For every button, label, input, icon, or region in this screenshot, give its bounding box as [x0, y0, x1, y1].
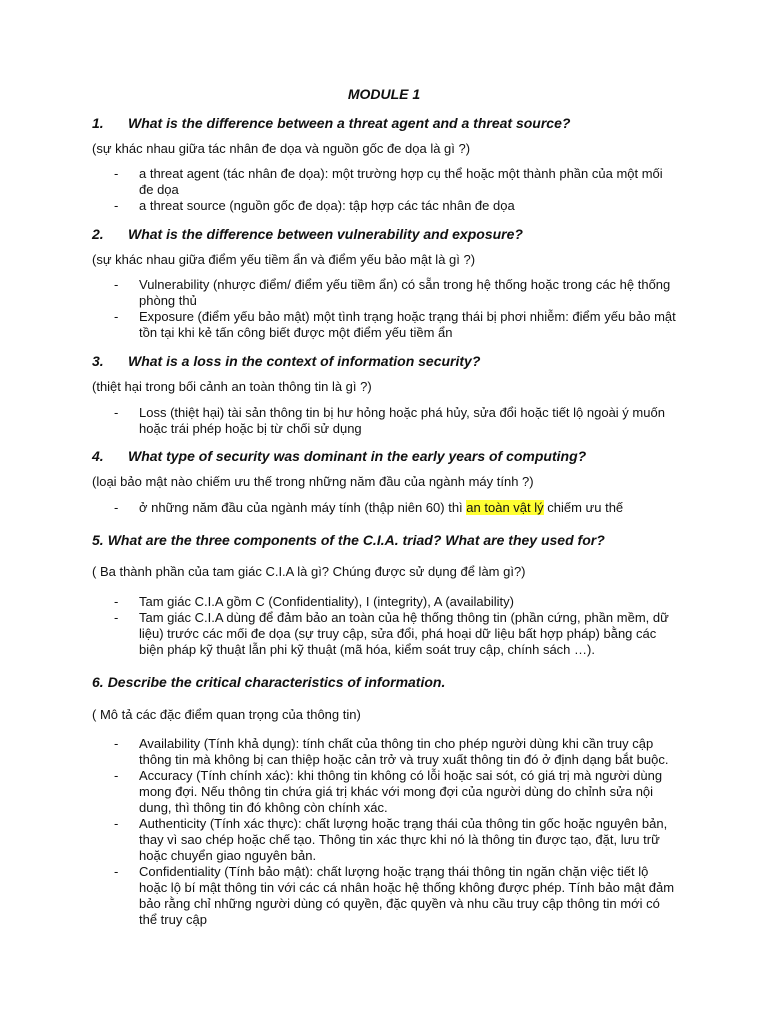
list-item-text: Tam giác C.I.A gồm C (Confidentiality), I (integrity), A (availability)	[139, 594, 514, 609]
list-item-text: Confidentiality (Tính bảo mật): chất lượng hoặc trạng thái thông tin ngăn chặn việc tiết lộ hoặc lộ bí mật thông tin với các cá nhân hoặc hệ thống không được phép. Tính bảo mật đảm bảo rằng chỉ những người dùng có quyền, đặc quyền và nhu cầu truy cập thông tin mới có thể truy cập	[139, 864, 675, 927]
list-item-text: Loss (thiệt hại) tài sản thông tin bị hư hỏng hoặc phá hủy, sửa đổi hoặc tiết lộ ngoài ý muốn hoặc trái phép hoặc bị từ chối sử dụng	[139, 405, 665, 436]
bullet-dash: -	[114, 277, 119, 292]
question-3-translation: (thiệt hại trong bối cảnh an toàn thông tin là gì ?)	[92, 379, 372, 394]
list-item	[114, 166, 676, 198]
bullet-dash: -	[114, 594, 119, 609]
list-item-text: Exposure (điểm yếu bảo mật) một tình trạng hoặc trạng thái bị phơi nhiễm: điểm yếu bảo mật tồn tại khi kẻ tấn công biết được một điểm yếu tiềm ẩn	[139, 309, 676, 340]
question-text: What is a loss in the context of information security?	[128, 353, 481, 369]
bullet-dash: -	[114, 500, 119, 515]
bullet-dash: -	[114, 768, 119, 783]
question-number: 2.	[92, 226, 104, 242]
question-5	[92, 531, 692, 549]
question-4-translation: (loại bảo mật nào chiếm ưu thế trong những năm đầu của ngành máy tính ?)	[92, 474, 534, 489]
list-item	[114, 610, 676, 658]
list-item-text: Accuracy (Tính chính xác): khi thông tin không có lỗi hoặc sai sót, có giá trị mà người dùng mong đợi. Nếu thông tin chứa giá trị khác với mong đợi của người dùng do chỉnh sửa nội dung, thì thông tin đó không còn chính xác.	[139, 768, 663, 815]
highlighted-text: an toàn vật lý	[466, 500, 544, 515]
list-item-text: a threat agent (tác nhân đe dọa): một trường hợp cụ thể hoặc một thành phần của một mối đe dọa	[139, 166, 663, 197]
list-item-text-after: chiếm ưu thế	[547, 500, 624, 515]
list-item	[114, 198, 676, 214]
question-2	[92, 225, 692, 243]
answer-list-6	[114, 736, 676, 928]
list-item	[114, 768, 676, 816]
question-number: 1.	[92, 115, 104, 131]
answer-list-1	[114, 166, 676, 214]
list-item	[114, 277, 676, 309]
question-1	[92, 114, 692, 132]
question-2-translation: (sự khác nhau giữa điểm yếu tiềm ẩn và điểm yếu bảo mật là gì ?)	[92, 252, 476, 267]
question-number: 6.	[92, 674, 104, 690]
bullet-dash: -	[114, 405, 119, 420]
bullet-dash: -	[114, 816, 119, 831]
list-item	[114, 500, 676, 516]
question-5-translation: ( Ba thành phần của tam giác C.I.A là gì? Chúng được sử dụng để làm gì?)	[92, 564, 526, 579]
question-text: Describe the critical characteristics of information.	[107, 674, 446, 690]
question-1-translation: (sự khác nhau giữa tác nhân đe dọa và nguồn gốc đe dọa là gì ?)	[92, 141, 471, 156]
question-6-translation: ( Mô tả các đặc điểm quan trọng của thông tin)	[92, 707, 361, 722]
question-text: What is the difference between a threat agent and a threat source?	[128, 115, 571, 131]
bullet-dash: -	[114, 309, 119, 324]
list-item-text: a threat source (nguồn gốc đe dọa): tập hợp các tác nhân đe dọa	[139, 198, 515, 213]
question-6	[92, 673, 692, 691]
list-item	[114, 594, 676, 610]
question-number: 4.	[92, 448, 104, 464]
answer-list-3	[114, 405, 676, 437]
question-4	[92, 447, 692, 465]
bullet-dash: -	[114, 610, 119, 625]
list-item	[114, 309, 676, 341]
question-number: 5.	[92, 532, 104, 548]
bullet-dash: -	[114, 864, 119, 879]
answer-list-2	[114, 277, 676, 341]
page-title: MODULE 1	[347, 86, 421, 102]
list-item	[114, 864, 676, 928]
question-text: What is the difference between vulnerability and exposure?	[128, 226, 523, 242]
list-item-text: Vulnerability (nhược điểm/ điểm yếu tiềm ẩn) có sẵn trong hệ thống hoặc trong các hệ thống phòng thủ	[139, 277, 671, 308]
answer-list-5	[114, 594, 676, 658]
answer-list-4	[114, 500, 676, 516]
bullet-dash: -	[114, 198, 119, 213]
question-number: 3.	[92, 353, 104, 369]
list-item-text: Availability (Tính khả dụng): tính chất của thông tin cho phép người dùng khi cần truy cập thông tin mà không bị can thiệp hoặc cản trở và truy xuất thông tin đó ở định dạng bắt buộc.	[139, 736, 669, 767]
bullet-dash: -	[114, 166, 119, 181]
question-3	[92, 352, 692, 370]
list-item-text: Tam giác C.I.A dùng để đảm bảo an toàn của hệ thống thông tin (phần cứng, phần mềm, dữ liệu) trước các mối đe dọa (sự truy cập, sửa đổi, phá hoại dữ liệu bất hợp pháp) bằng các biện pháp kỹ thuật lẫn phi kỹ thuật (mã hóa, kiểm soát truy cập, chính sách …).	[139, 610, 669, 657]
bullet-dash: -	[114, 736, 119, 751]
list-item	[114, 816, 676, 864]
list-item-text: Authenticity (Tính xác thực): chất lượng hoặc trạng thái của thông tin gốc hoặc nguyên bản, thay vì sao chép hoặc chế tạo. Thông tin xác thực khi nó là thông tin được tạo, đặt, lưu trữ hoặc chuyển giao nguyên bản.	[139, 816, 668, 863]
question-text: What type of security was dominant in the early years of computing?	[128, 448, 587, 464]
list-item	[114, 405, 676, 437]
list-item	[114, 736, 676, 768]
question-text: What are the three components of the C.I.A. triad? What are they used for?	[107, 532, 605, 548]
list-item-text-before: ở những năm đầu của ngành máy tính (thập niên 60) thì	[139, 500, 463, 515]
